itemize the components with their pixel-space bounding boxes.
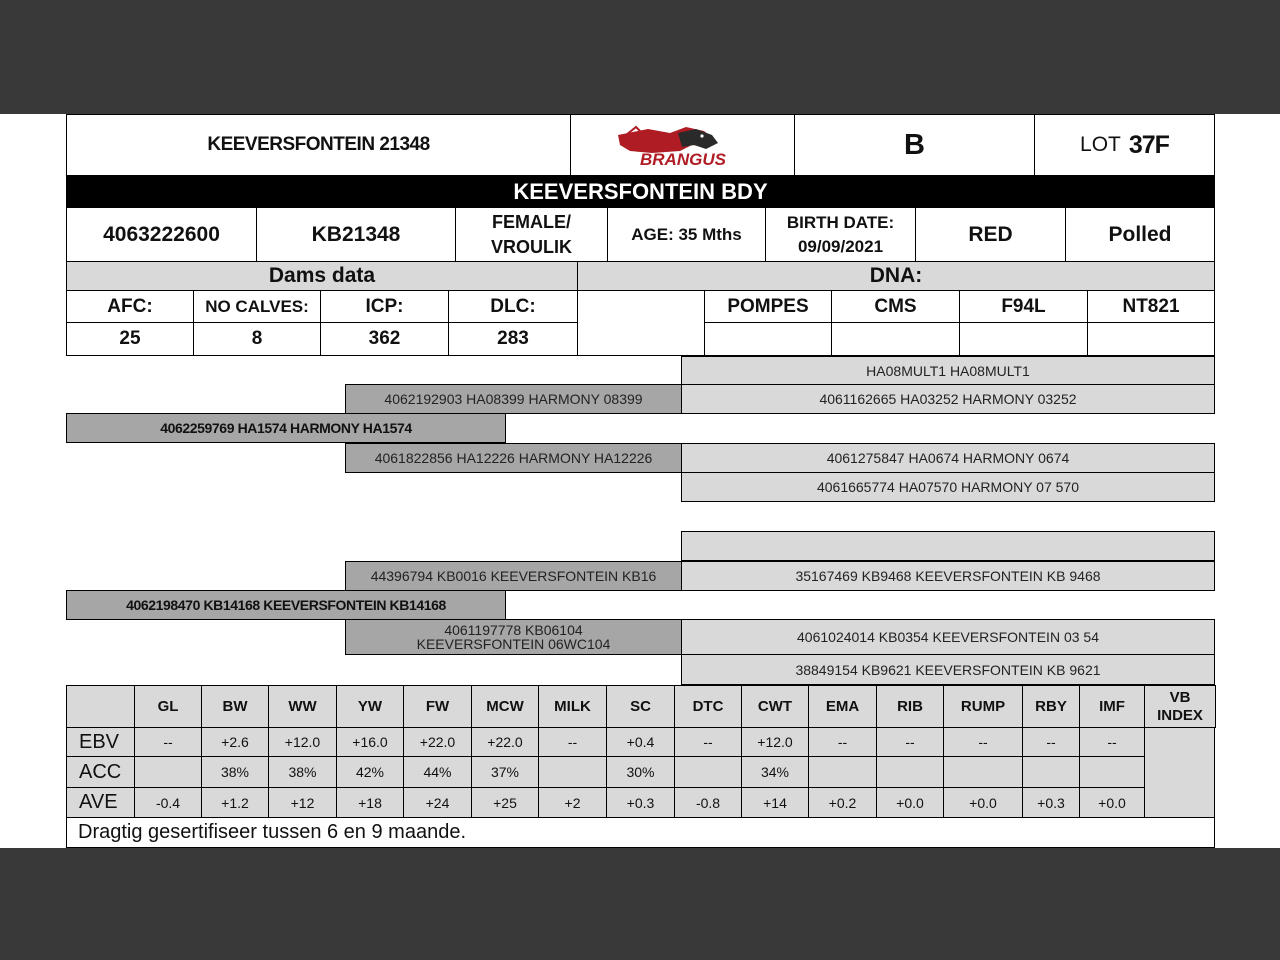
ebv-cell-ave-rump: +0.0 [943, 787, 1023, 818]
ebv-header-sc: SC [606, 685, 675, 728]
pedigree-sire-dam: 4061822856 HA12226 HARMONY HA12226 [345, 443, 682, 473]
ebv-header-rib: RIB [876, 685, 944, 728]
ebv-header-milk: MILK [538, 685, 607, 728]
pedigree-sire-sire-dam: 4061162665 HA03252 HARMONY 03252 [681, 384, 1215, 414]
lot-card [0, 114, 1280, 848]
animal-name: KEEVERSFONTEIN 21348 [66, 114, 571, 176]
ebv-header-vb-index: VB INDEX [1144, 685, 1216, 728]
ebv-cell-ebv-yw: +16.0 [336, 727, 404, 757]
ebv-header-fw: FW [403, 685, 472, 728]
ebv-header-mcw: MCW [471, 685, 539, 728]
grade: B [794, 114, 1035, 176]
ebv-cell-acc-rby [1022, 756, 1080, 788]
dams-data-title: Dams data [66, 261, 578, 291]
ebv-header-dtc: DTC [674, 685, 742, 728]
pedigree-sire-dam-dam: 4061665774 HA07570 HARMONY 07 570 [681, 472, 1215, 502]
banner-title: KEEVERSFONTEIN BDY [66, 175, 1215, 208]
ebv-header-ww: WW [268, 685, 337, 728]
dams-header-no-calves: NO CALVES: [193, 290, 321, 323]
pedigree-sire-dam-sire: 4061275847 HA0674 HARMONY 0674 [681, 443, 1215, 473]
ebv-header-cwt: CWT [741, 685, 809, 728]
ebv-cell-ave-ema: +0.2 [808, 787, 877, 818]
dams-header-dlc: DLC: [448, 290, 578, 323]
ebv-header-bw: BW [201, 685, 269, 728]
dams-header-icp: ICP: [320, 290, 449, 323]
dna-value-nt821 [1087, 322, 1215, 356]
pedigree-sire-sire: 4062192903 HA08399 HARMONY 08399 [345, 384, 682, 414]
dams-value-no-calves: 8 [193, 322, 321, 356]
dna-title: DNA: [577, 261, 1215, 291]
pedigree-dam-sire-dam: 35167469 KB9468 KEEVERSFONTEIN KB 9468 [681, 561, 1215, 591]
dna-header-pompes: POMPES [704, 290, 832, 323]
ebv-cell-acc-yw: 42% [336, 756, 404, 788]
pregnancy-note: Dragtig gesertifiseer tussen 6 en 9 maande. [66, 817, 1215, 848]
pedigree-dam-dam-sire: 4061024014 KB0354 KEEVERSFONTEIN 03 54 [681, 619, 1215, 655]
ebv-header-ema: EMA [808, 685, 877, 728]
ebv-cell-ave-rib: +0.0 [876, 787, 944, 818]
animal-id: KB21348 [256, 207, 456, 262]
ebv-cell-acc-ema [808, 756, 877, 788]
ebv-cell-acc-cwt: 34% [741, 756, 809, 788]
ebv-cell-acc-sc: 30% [606, 756, 675, 788]
ebv-cell-ebv-sc: +0.4 [606, 727, 675, 757]
ebv-cell-ave-fw: +24 [403, 787, 472, 818]
dna-blank-cell [577, 290, 705, 356]
pedigree-dam: 4062198470 KB14168 KEEVERSFONTEIN KB14168 [66, 590, 506, 620]
ebv-vb-index-value [1144, 727, 1215, 818]
ebv-cell-ave-yw: +18 [336, 787, 404, 818]
ebv-cell-acc-dtc [674, 756, 742, 788]
ebv-cell-acc-ww: 38% [268, 756, 337, 788]
dams-value-icp: 362 [320, 322, 449, 356]
ebv-cell-ebv-rib: -- [876, 727, 944, 757]
ebv-cell-ebv-bw: +2.6 [201, 727, 269, 757]
brangus-logo [570, 114, 795, 176]
ebv-cell-ave-rby: +0.3 [1022, 787, 1080, 818]
dams-value-afc: 25 [66, 322, 194, 356]
ebv-cell-acc-gl [134, 756, 202, 788]
bull-icon [608, 121, 758, 169]
ebv-cell-ebv-milk: -- [538, 727, 607, 757]
ebv-cell-ave-gl: -0.4 [134, 787, 202, 818]
ebv-cell-ave-imf: +0.0 [1079, 787, 1145, 818]
dna-header-cms: CMS [831, 290, 960, 323]
pedigree-dam-sire-sire [681, 531, 1215, 561]
ebv-cell-ebv-rby: -- [1022, 727, 1080, 757]
ebv-header-rby: RBY [1022, 685, 1080, 728]
ebv-cell-ebv-fw: +22.0 [403, 727, 472, 757]
ebv-header-gl: GL [134, 685, 202, 728]
sex: FEMALE/ VROULIK [455, 207, 608, 262]
lot-box [1034, 114, 1215, 176]
ebv-cell-ebv-cwt: +12.0 [741, 727, 809, 757]
lot-number: 37F [1128, 130, 1169, 159]
ebv-cell-ave-ww: +12 [268, 787, 337, 818]
ebv-cell-acc-rib [876, 756, 944, 788]
ebv-row-label-acc: ACC [66, 756, 135, 788]
ebv-cell-ebv-gl: -- [134, 727, 202, 757]
pedigree-dam-sire: 44396794 KB0016 KEEVERSFONTEIN KB16 [345, 561, 682, 591]
lot-prefix: LOT [1080, 133, 1121, 156]
ebv-header-rump: RUMP [943, 685, 1023, 728]
ebv-cell-ebv-rump: -- [943, 727, 1023, 757]
ebv-cell-ave-bw: +1.2 [201, 787, 269, 818]
ebv-header-yw: YW [336, 685, 404, 728]
ebv-cell-ebv-ww: +12.0 [268, 727, 337, 757]
ebv-cell-acc-milk [538, 756, 607, 788]
ebv-cell-ave-milk: +2 [538, 787, 607, 818]
ebv-cell-acc-bw: 38% [201, 756, 269, 788]
colour: RED [915, 207, 1066, 262]
dna-value-pompes [704, 322, 832, 356]
pedigree-dam-dam: 4061197778 KB06104 KEEVERSFONTEIN 06WC104 [345, 619, 682, 655]
ebv-cell-acc-fw: 44% [403, 756, 472, 788]
ebv-header-imf: IMF [1079, 685, 1145, 728]
dna-value-cms [831, 322, 960, 356]
ebv-cell-ave-dtc: -0.8 [674, 787, 742, 818]
ebv-cell-ave-sc: +0.3 [606, 787, 675, 818]
reg-number: 4063222600 [66, 207, 257, 262]
ebv-row-label-ebv: EBV [66, 727, 135, 757]
age: AGE: 35 Mths [607, 207, 766, 262]
ebv-cell-ave-cwt: +14 [741, 787, 809, 818]
birth-date: BIRTH DATE: 09/09/2021 [765, 207, 916, 262]
pedigree-dam-dam-dam: 38849154 KB9621 KEEVERSFONTEIN KB 9621 [681, 654, 1215, 685]
pedigree-sire: 4062259769 HA1574 HARMONY HA1574 [66, 413, 506, 443]
ebv-cell-acc-mcw: 37% [471, 756, 539, 788]
horn-status: Polled [1065, 207, 1215, 262]
ebv-cell-ebv-mcw: +22.0 [471, 727, 539, 757]
ebv-cell-acc-imf [1079, 756, 1145, 788]
ebv-header-corner [66, 685, 135, 728]
ebv-row-label-ave: AVE [66, 787, 135, 818]
dams-header-afc: AFC: [66, 290, 194, 323]
dams-value-dlc: 283 [448, 322, 578, 356]
dna-header-nt821: NT821 [1087, 290, 1215, 323]
ebv-cell-ebv-imf: -- [1079, 727, 1145, 757]
pedigree-sire-sire-sire: HA08MULT1 HA08MULT1 [681, 356, 1215, 385]
dna-value-f94l [959, 322, 1088, 356]
ebv-cell-ave-mcw: +25 [471, 787, 539, 818]
logo-text: BRANGUS [639, 150, 726, 169]
ebv-cell-ebv-dtc: -- [674, 727, 742, 757]
ebv-cell-ebv-ema: -- [808, 727, 877, 757]
dna-header-f94l: F94L [959, 290, 1088, 323]
ebv-cell-acc-rump [943, 756, 1023, 788]
